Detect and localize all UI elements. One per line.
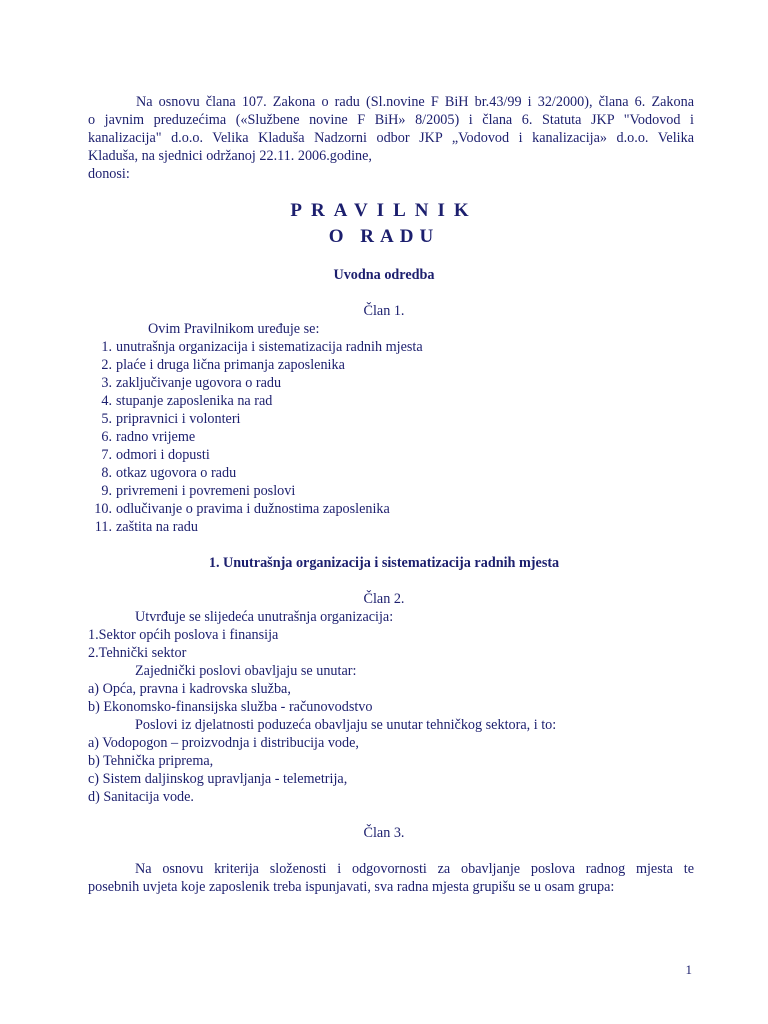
clan3-heading: Član 3.: [363, 825, 405, 841]
list-item: [90, 410, 241, 428]
clan2-line: Poslovi iz djelatnosti poduzeća obavljaju se unutar tehničkog sektora, i to:: [135, 717, 557, 733]
clan1-intro: Ovim Pravilnikom uređuje se:: [148, 321, 320, 337]
clan2-line: Zajednički poslovi obavljaju se unutar:: [135, 663, 357, 679]
clan2-line: a) Vodopogon – proizvodnja i distribucija vode,: [88, 735, 359, 751]
list-item-number: 4.: [101, 393, 112, 409]
list-item-text: radno vrijeme: [116, 429, 196, 445]
list-item: [90, 374, 281, 392]
list-item: [90, 338, 423, 356]
clan2-line: d) Sanitacija vode.: [88, 789, 194, 805]
list-item-text: unutrašnja organizacija i sistematizacija radnih mjesta: [116, 339, 423, 355]
list-item-number: 3.: [101, 375, 112, 391]
preamble-line-2: o javnim preduzećima («Službene novine F BiH» 8/2005) i člana 6. Statuta JKP "Vodovod i: [88, 112, 694, 128]
clan1-heading: Član 1.: [363, 303, 405, 319]
heading-section1: 1. Unutrašnja organizacija i sistematizacija radnih mjesta: [208, 555, 560, 571]
preamble-line-5: donosi:: [88, 166, 130, 182]
list-item-number: 5.: [101, 411, 112, 427]
heading-intro: Uvodna odredba: [333, 267, 435, 283]
clan3-line-2: posebnih uvjeta koje zaposlenik treba ispunjavati, sva radna mjesta grupišu se u osam grupa:: [88, 879, 615, 895]
document-subtitle: O RADU: [328, 226, 440, 247]
list-item: [90, 392, 272, 410]
page-number: 1: [685, 962, 692, 977]
list-item-number: 2.: [101, 357, 112, 373]
clan2-line: c) Sistem daljinskog upravljanja - telemetrija,: [88, 771, 348, 787]
clan2-line: b) Ekonomsko-finansijska služba - računovodstvo: [88, 699, 373, 715]
list-item-text: otkaz ugovora o radu: [116, 465, 237, 481]
clan2-line: a) Opća, pravna i kadrovska služba,: [88, 681, 291, 697]
list-item: [90, 446, 210, 464]
preamble-line-4: Kladuša, na sjednici održanoj 22.11. 2006.godine,: [88, 148, 372, 164]
list-item: [90, 482, 295, 500]
list-item: [90, 356, 345, 374]
clan2-line: Utvrđuje se slijedeća unutrašnja organizacija:: [135, 609, 394, 625]
clan2-heading: Član 2.: [363, 591, 405, 607]
clan2-line: 2.Tehnički sektor: [88, 645, 187, 661]
clan2-line: b) Tehnička priprema,: [88, 753, 214, 769]
list-item-number: 9.: [101, 483, 112, 499]
list-item: [90, 428, 195, 446]
list-item: [90, 464, 236, 482]
list-item-text: privremeni i povremeni poslovi: [116, 483, 296, 499]
list-item-number: 1.: [101, 339, 112, 355]
list-item-text: odmori i dopusti: [116, 447, 210, 463]
list-item: [90, 518, 198, 536]
clan2-line: 1.Sektor općih poslova i finansija: [88, 627, 279, 643]
list-item-number: 10.: [94, 501, 112, 517]
list-item-number: 8.: [101, 465, 112, 481]
document-title: PRAVILNIK: [290, 200, 478, 221]
list-item-text: odlučivanje o pravima i dužnostima zaposlenika: [116, 501, 390, 517]
list-item-number: 7.: [101, 447, 112, 463]
list-item-number: 11.: [94, 519, 112, 535]
list-item-text: stupanje zaposlenika na rad: [116, 393, 273, 409]
clan3-line-1: Na osnovu kriterija složenosti i odgovornosti za obavljanje poslova radnog mjesta te: [135, 861, 694, 877]
list-item-text: zaštita na radu: [116, 519, 198, 535]
list-item-number: 6.: [101, 429, 112, 445]
preamble-line-3: kanalizacija" d.o.o. Velika Kladuša Nadzorni odbor JKP „Vodovod i kanalizacija» d.o.o. Velika: [88, 130, 694, 146]
preamble-line-1: Na osnovu člana 107. Zakona o radu (Sl.novine F BiH br.43/99 i 32/2000), člana 6. Zakona: [136, 94, 694, 110]
list-item: [90, 500, 390, 518]
list-item-text: zaključivanje ugovora o radu: [116, 375, 282, 391]
list-item-text: pripravnici i volonteri: [116, 411, 241, 427]
list-item-text: plaće i druga lična primanja zaposlenika: [116, 357, 345, 373]
